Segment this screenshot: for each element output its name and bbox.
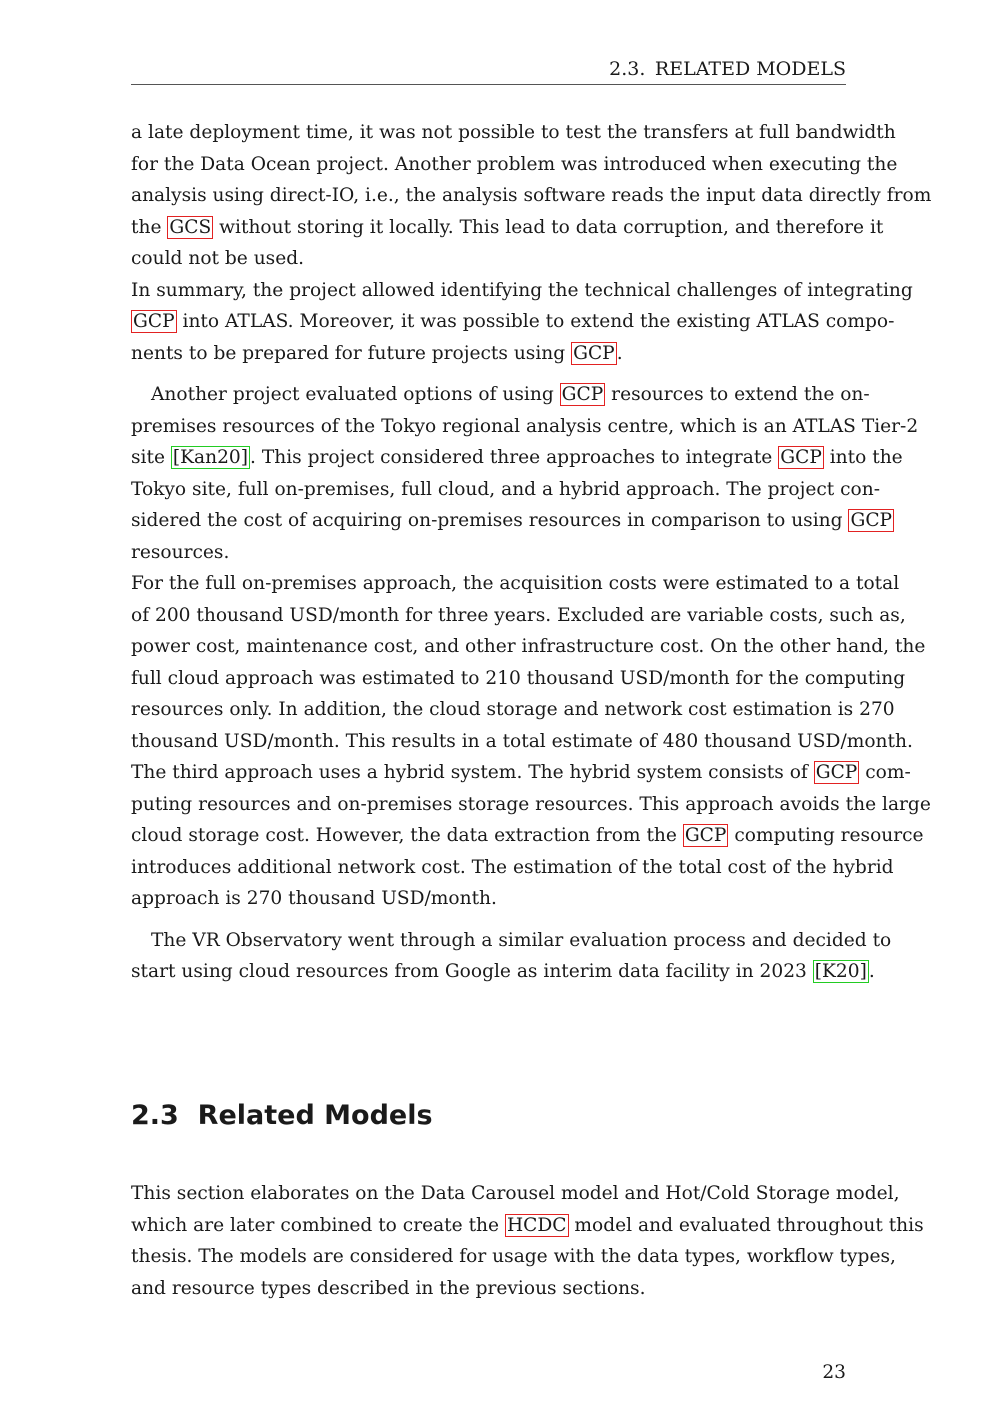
acronym-link-gcp[interactable]: GCP [561, 384, 604, 405]
section-heading [131, 1096, 433, 1136]
text-line: This section elaborates on the Data Carousel model and Hot/Cold Storage model, [131, 1183, 900, 1204]
citation-link-kan20[interactable]: [Kan20] [172, 447, 248, 468]
acronym-link-hcdc[interactable]: HCDC [506, 1214, 567, 1236]
section-number: 2.3 [131, 1100, 179, 1131]
text-line: Another project evaluated options of using GCP resources to extend the on- [151, 384, 870, 405]
paragraph-related-models-intro [131, 1178, 924, 1304]
acronym-link-gcp[interactable]: GCP [684, 825, 727, 846]
text-line: sidered the cost of acquiring on-premises resources in comparison to using GCP [131, 510, 893, 531]
running-header [131, 56, 846, 85]
text-line: a late deployment time, it was not possible to test the transfers at full bandwidth [131, 122, 896, 143]
paragraph-data-ocean [131, 117, 932, 275]
text-line: For the full on-premises approach, the acquisition costs were estimated to a total [131, 573, 900, 594]
text-line: thousand USD/month. This results in a total estimate of 480 thousand USD/month. [131, 730, 913, 752]
text-line: analysis using direct-IO, i.e., the analysis software reads the input data directly from [131, 185, 932, 206]
text-line: resources. [131, 541, 230, 563]
text-line: nents to be prepared for future projects using GCP . [131, 342, 623, 364]
section-title: Related Models [197, 1100, 433, 1131]
text-line: puting resources and on-premises storage resources. This approach avoids the large [131, 793, 931, 815]
section-body-text [131, 1178, 924, 1304]
text-line: GCP into ATLAS. Moreover, it was possible to extend the existing ATLAS compo- [133, 311, 895, 332]
text-line: The VR Observatory went through a similar evaluation process and decided to [151, 929, 892, 951]
text-line: could not be used. [131, 248, 305, 269]
text-line: introduces additional network cost. The estimation of the total cost of the hybrid [131, 856, 894, 878]
text-line: premises resources of the Tokyo regional analysis centre, which is an ATLAS Tier-2 [131, 415, 919, 437]
text-line: power cost, maintenance cost, and other infrastructure cost. On the other hand, the [131, 636, 926, 657]
paragraph-tokyo-project [131, 379, 919, 568]
acronym-link-gcp[interactable]: GCP [133, 311, 175, 332]
text-line: cloud storage cost. However, the data extraction from the GCP computing resource [131, 825, 924, 846]
paragraph-vr-observatory [131, 925, 892, 988]
text-line: and resource types described in the previous sections. [131, 1277, 646, 1299]
page-number: 23 [822, 1362, 846, 1383]
text-line: thesis. The models are considered for usage with the data types, workflow types, [131, 1246, 896, 1267]
text-line: of 200 thousand USD/month for three years. Excluded are variable costs, such as, [131, 604, 906, 626]
citation-link-k20[interactable]: [K20] [814, 961, 867, 982]
acronym-link-gcp[interactable]: GCP [780, 447, 822, 468]
paragraph-cost-estimation [131, 568, 931, 915]
acronym-link-gcp[interactable]: GCP [815, 762, 858, 783]
text-line: start using cloud resources from Google as interim data facility in 2023 [K20] . [131, 961, 875, 982]
text-line: approach is 270 thousand USD/month. [131, 888, 497, 909]
acronym-link-gcs[interactable]: GCS [169, 216, 212, 238]
text-line: resources only. In addition, the cloud storage and network cost estimation is 270 [131, 699, 895, 720]
text-line: full cloud approach was estimated to 210 thousand USD/month for the computing [131, 667, 906, 689]
text-line: In summary, the project allowed identifying the technical challenges of integrating [131, 279, 913, 301]
body-text [131, 117, 932, 988]
text-line: The third approach uses a hybrid system. The hybrid system consists of GCP com- [131, 762, 911, 783]
text-line: for the Data Ocean project. Another problem was introduced when executing the [131, 153, 898, 175]
text-line: which are later combined to create the HCDC model and evaluated throughout this [131, 1214, 924, 1236]
text-line: site [Kan20] . This project considered three approaches to integrate GCP into the [131, 447, 903, 468]
paragraph-summary [131, 275, 913, 370]
acronym-link-gcp[interactable]: GCP [573, 342, 615, 364]
acronym-link-gcp[interactable]: GCP [850, 510, 893, 531]
text-line: Tokyo site, full on-premises, full cloud, and a hybrid approach. The project con- [131, 478, 880, 500]
running-header-title: 2.3. RELATED MODELS [609, 58, 846, 80]
text-line: the GCS without storing it locally. This lead to data corruption, and therefore it [131, 216, 884, 238]
